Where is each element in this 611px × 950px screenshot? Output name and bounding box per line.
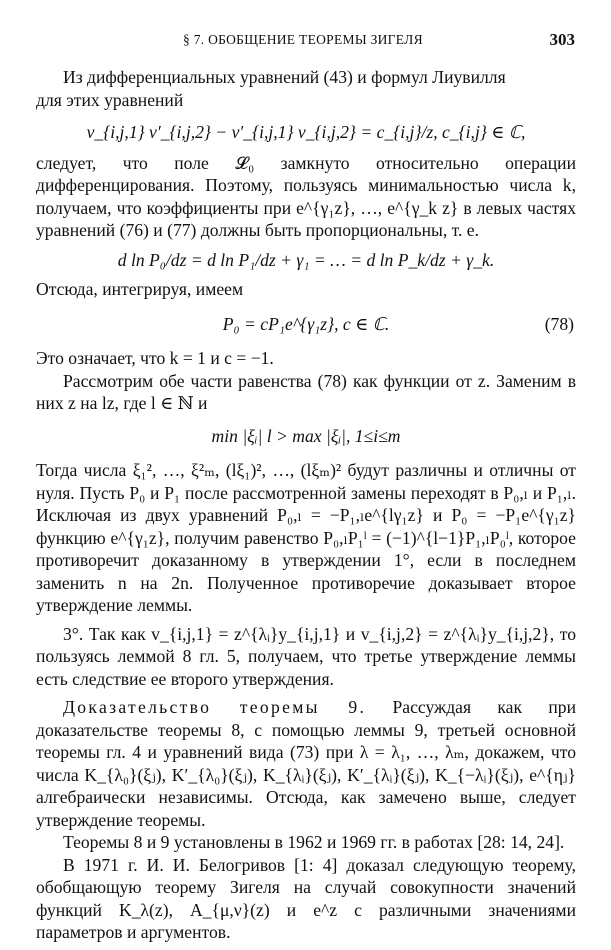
equation-78 — [36, 313, 576, 336]
equation-liouville — [36, 121, 576, 144]
proof-label: Доказательство теоремы 9. — [63, 697, 367, 717]
running-head — [0, 30, 611, 54]
page-number: 303 — [549, 30, 575, 49]
equation-text: d ln P₀/dz = d ln P₁/dz + γ₁ = … = d ln P_k/dz + γ_k. — [117, 249, 495, 270]
equation-text: P₀ = cP₁e^{γ₁z}, c ∈ ℂ. — [222, 313, 390, 334]
paragraph-k-equals-1: Это означает, что k = 1 и c = −1. — [36, 348, 274, 368]
equation-log-derivatives — [36, 249, 576, 272]
paragraph-intro — [36, 66, 576, 111]
equation-text: min |ξᵢ| l > max |ξᵢ|, 1≤i≤m — [211, 425, 401, 446]
section-title: § 7. ОБОБЩЕНИЕ ТЕОРЕМЫ ЗИГЕЛЯ — [183, 32, 423, 47]
paragraph-field-closed: следует, что поле 𝓛₀ замкнуто относительно операции дифференцирования. Поэтому, пользуясь минимальностью числа k, получаем, что коэффициенты при e^{γ₁z}, …, e^{γ_k z} в левых частях уравнений (76) и (77) должны быть пропорциональны, т. е. — [36, 152, 576, 240]
proof-text: Рассуждая как при доказательстве теоремы 8, с помощью леммы 9, третьей основной теоремы гл. 4 и уравнений вида (73) при λ = λ₁, …, λₘ, докажем, что числа K_{λ₀}(ξⱼ), K′_{λ₀}(ξⱼ), K_{λᵢ}(ξⱼ), K′_{λᵢ}(ξⱼ), K_{−λᵢ}(ξⱼ), e^{ηⱼ} алгебраически независимы. Отсюда, как замечено выше, следует утверждение теоремы. — [36, 697, 576, 830]
paragraph-intro-line1: Из дифференциальных уравнений (43) и формул Лиувилля — [63, 67, 506, 87]
equation-text: v_{i,j,1} v′_{i,j,2} − v′_{i,j,1} v_{i,j,2} = c_{i,j}/z, c_{i,j} ∈ ℂ, — [86, 122, 526, 142]
equation-min-max — [36, 425, 576, 448]
paragraph-numbers-distinct: Тогда числа ξ₁², …, ξ²ₘ, (lξ₁)², …, (lξₘ)² будут различны и отличны от нуля. Пусть P₀ и P₁ после рассмотренной замены переходят в P₀,ₗ и P₁,ₗ. Исключая из двух уравнений P₀,ₗ = −P₁,ₗe^{lγ₁z} и P₀ = −P₁e^{γ₁z} функцию e^{γ₁z}, получим равенство P₀,ₗP₁ˡ = (−1)^{l−1}P₁,ₗP₀ˡ, которое противоречит доказанному в утверждении 1°, если в последнем заменить n на 2n. Полученное противоречие доказывает второе утверждение леммы. — [36, 460, 576, 615]
paragraph-proof-theorem-9 — [36, 696, 576, 831]
paragraph-step-3: 3°. Так как v_{i,j,1} = z^{λᵢ}y_{i,j,1} и v_{i,j,2} = z^{λᵢ}y_{i,j,2}, то пользуясь леммой 8 гл. 5, получаем, что третье утверждение леммы есть следствие ее второго утверждения. — [36, 623, 576, 689]
paragraph-integrating: Отсюда, интегрируя, имеем — [36, 279, 244, 299]
paragraph-intro-line2: для этих уравнений — [36, 89, 184, 110]
page-body — [36, 66, 576, 944]
paragraph-belogrivov: В 1971 г. И. И. Белогривов [1: 4] доказал следующую теорему, обобщающую теорему Зигеля на случай совокупности значений функций K_λ(z), A_{μ,ν}(z) и e^z с различными значениями параметров и аргументов. — [36, 854, 576, 942]
paragraph-theorems-established: Теоремы 8 и 9 установлены в 1962 и 1969 гг. в работах [28: 14, 24]. — [63, 832, 565, 852]
equation-number: (78) — [544, 313, 574, 334]
paragraph-consider: Рассмотрим обе части равенства (78) как функции от z. Заменим в них z на lz, где l ∈ ℕ и — [36, 370, 576, 413]
